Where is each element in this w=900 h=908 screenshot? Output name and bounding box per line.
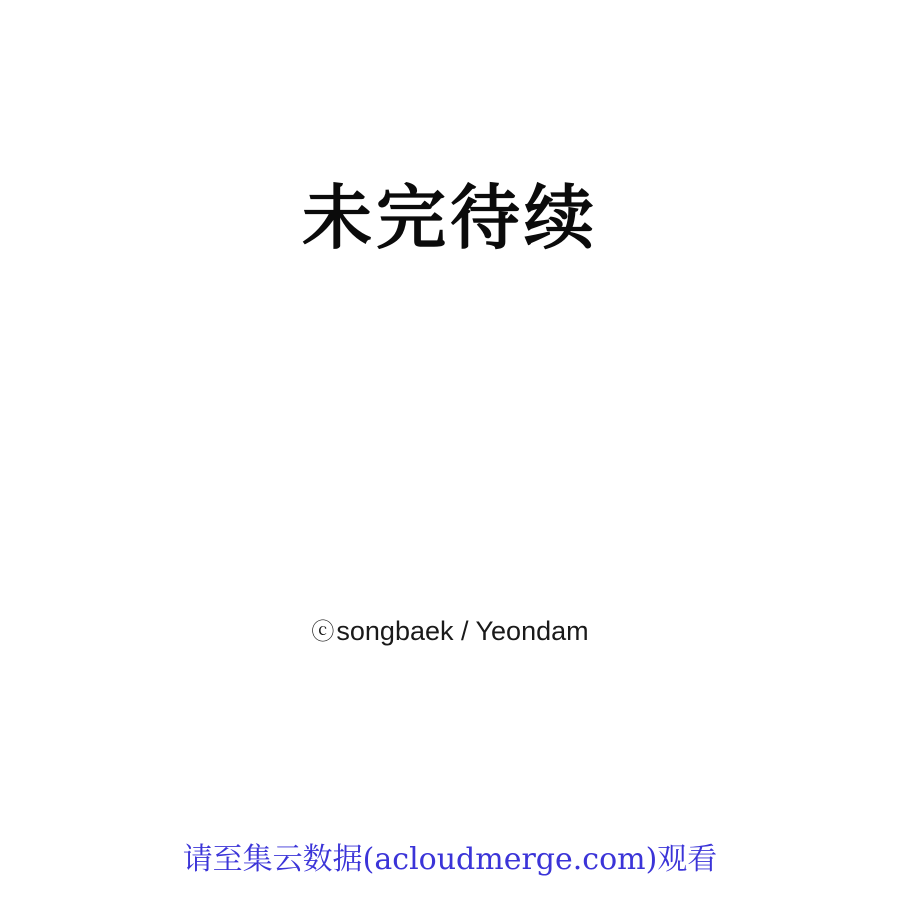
- to-be-continued-title: 未完待续: [302, 176, 598, 259]
- copyright-icon: ⓒ: [311, 618, 335, 644]
- credit-line: [0, 612, 900, 650]
- site-watermark: 请至集云数据(acloudmerge.com)观看: [182, 842, 718, 877]
- credit-text: songbaek / Yeondam: [336, 616, 589, 646]
